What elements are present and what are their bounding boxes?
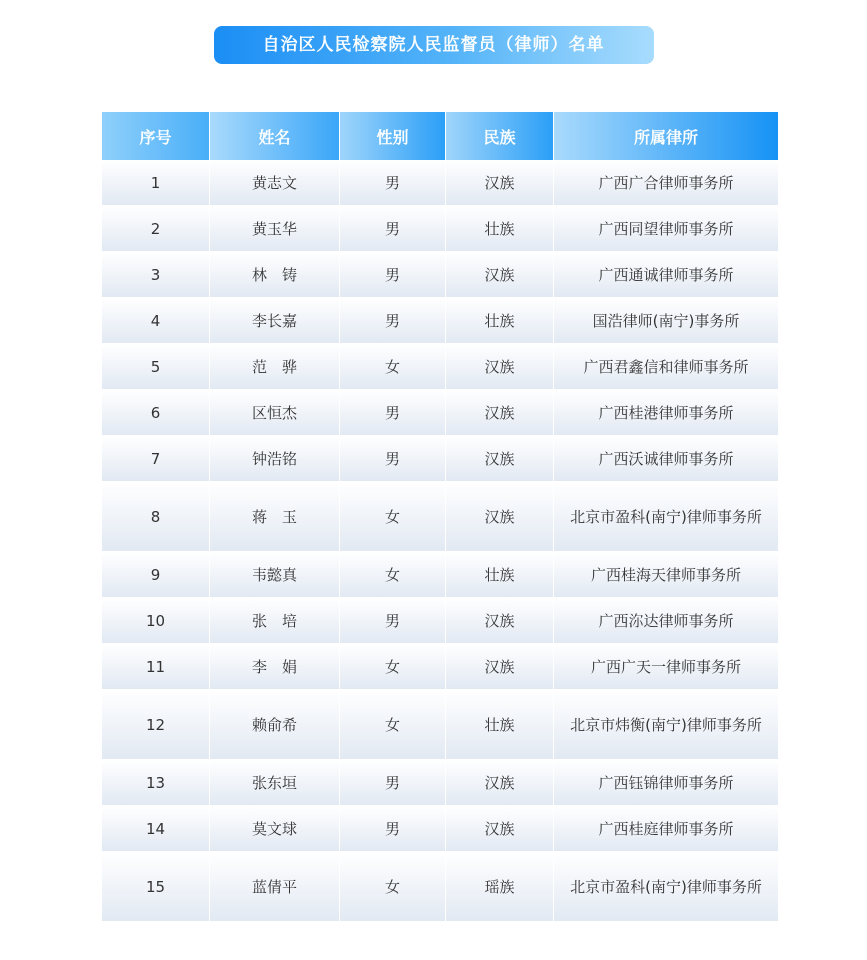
cell-gender: 女 — [340, 852, 446, 922]
table-row — [102, 690, 778, 760]
cell-name: 黄玉华 — [210, 206, 340, 252]
cell-firm: 广西桂庭律师事务所 — [554, 806, 778, 852]
cell-firm: 广西同望律师事务所 — [554, 206, 778, 252]
cell-firm: 北京市炜衡(南宁)律师事务所 — [554, 690, 778, 760]
cell-gender: 男 — [340, 806, 446, 852]
cell-name: 范 骅 — [210, 344, 340, 390]
page-title: 自治区人民检察院人民监督员（律师）名单 — [214, 26, 654, 64]
cell-firm: 广西钰锦律师事务所 — [554, 760, 778, 806]
cell-name: 韦懿真 — [210, 552, 340, 598]
table-row — [102, 436, 778, 482]
cell-ethnicity: 汉族 — [446, 482, 554, 552]
table-row — [102, 390, 778, 436]
cell-firm: 广西沵达律师事务所 — [554, 598, 778, 644]
cell-firm: 广西广天一律师事务所 — [554, 644, 778, 690]
cell-name: 黄志文 — [210, 160, 340, 206]
header-firm: 所属律所 — [554, 112, 778, 160]
cell-gender: 男 — [340, 436, 446, 482]
cell-ethnicity: 汉族 — [446, 390, 554, 436]
cell-number: 5 — [102, 344, 210, 390]
table-row — [102, 852, 778, 922]
cell-firm: 广西桂港律师事务所 — [554, 390, 778, 436]
table-row — [102, 160, 778, 206]
title-wrapper — [0, 26, 867, 64]
cell-number: 4 — [102, 298, 210, 344]
cell-name: 张 培 — [210, 598, 340, 644]
cell-name: 蒋 玉 — [210, 482, 340, 552]
cell-firm: 北京市盈科(南宁)律师事务所 — [554, 482, 778, 552]
cell-number: 8 — [102, 482, 210, 552]
cell-gender: 女 — [340, 644, 446, 690]
cell-ethnicity: 汉族 — [446, 344, 554, 390]
cell-gender: 男 — [340, 206, 446, 252]
table-row — [102, 806, 778, 852]
table-row — [102, 552, 778, 598]
cell-gender: 男 — [340, 252, 446, 298]
cell-gender: 女 — [340, 552, 446, 598]
table-row — [102, 298, 778, 344]
cell-gender: 女 — [340, 344, 446, 390]
table-row — [102, 206, 778, 252]
cell-name: 张东垣 — [210, 760, 340, 806]
cell-firm: 广西君鑫信和律师事务所 — [554, 344, 778, 390]
cell-firm: 广西沃诚律师事务所 — [554, 436, 778, 482]
cell-name: 莫文球 — [210, 806, 340, 852]
header-name: 姓名 — [210, 112, 340, 160]
cell-ethnicity: 壮族 — [446, 298, 554, 344]
cell-name: 李 娟 — [210, 644, 340, 690]
cell-number: 15 — [102, 852, 210, 922]
table-row — [102, 760, 778, 806]
header-number: 序号 — [102, 112, 210, 160]
cell-firm: 广西通诚律师事务所 — [554, 252, 778, 298]
cell-gender: 女 — [340, 482, 446, 552]
cell-ethnicity: 汉族 — [446, 598, 554, 644]
cell-ethnicity: 汉族 — [446, 644, 554, 690]
header-row — [102, 112, 778, 160]
cell-ethnicity: 瑶族 — [446, 852, 554, 922]
cell-number: 9 — [102, 552, 210, 598]
cell-name: 李长嘉 — [210, 298, 340, 344]
cell-name: 蓝倩平 — [210, 852, 340, 922]
cell-number: 2 — [102, 206, 210, 252]
table-row — [102, 344, 778, 390]
cell-firm: 广西桂海天律师事务所 — [554, 552, 778, 598]
cell-ethnicity: 汉族 — [446, 806, 554, 852]
table-header — [102, 112, 778, 160]
cell-number: 11 — [102, 644, 210, 690]
table-row — [102, 482, 778, 552]
cell-name: 区恒杰 — [210, 390, 340, 436]
cell-gender: 男 — [340, 298, 446, 344]
cell-number: 10 — [102, 598, 210, 644]
cell-name: 钟浩铭 — [210, 436, 340, 482]
cell-number: 13 — [102, 760, 210, 806]
cell-ethnicity: 壮族 — [446, 690, 554, 760]
cell-firm: 广西广合律师事务所 — [554, 160, 778, 206]
cell-number: 3 — [102, 252, 210, 298]
cell-ethnicity: 汉族 — [446, 436, 554, 482]
cell-ethnicity: 汉族 — [446, 252, 554, 298]
header-ethnicity: 民族 — [446, 112, 554, 160]
cell-number: 14 — [102, 806, 210, 852]
cell-firm: 北京市盈科(南宁)律师事务所 — [554, 852, 778, 922]
table-row — [102, 252, 778, 298]
cell-ethnicity: 壮族 — [446, 552, 554, 598]
cell-firm: 国浩律师(南宁)事务所 — [554, 298, 778, 344]
header-gender: 性别 — [340, 112, 446, 160]
cell-number: 6 — [102, 390, 210, 436]
supervisor-table — [102, 112, 778, 922]
cell-number: 1 — [102, 160, 210, 206]
table-body — [102, 160, 778, 922]
table-row — [102, 598, 778, 644]
cell-ethnicity: 壮族 — [446, 206, 554, 252]
cell-ethnicity: 汉族 — [446, 160, 554, 206]
cell-number: 7 — [102, 436, 210, 482]
table-row — [102, 644, 778, 690]
cell-name: 林 铸 — [210, 252, 340, 298]
cell-number: 12 — [102, 690, 210, 760]
cell-gender: 男 — [340, 760, 446, 806]
cell-ethnicity: 汉族 — [446, 760, 554, 806]
cell-gender: 男 — [340, 160, 446, 206]
cell-gender: 女 — [340, 690, 446, 760]
cell-gender: 男 — [340, 598, 446, 644]
cell-gender: 男 — [340, 390, 446, 436]
cell-name: 赖俞希 — [210, 690, 340, 760]
